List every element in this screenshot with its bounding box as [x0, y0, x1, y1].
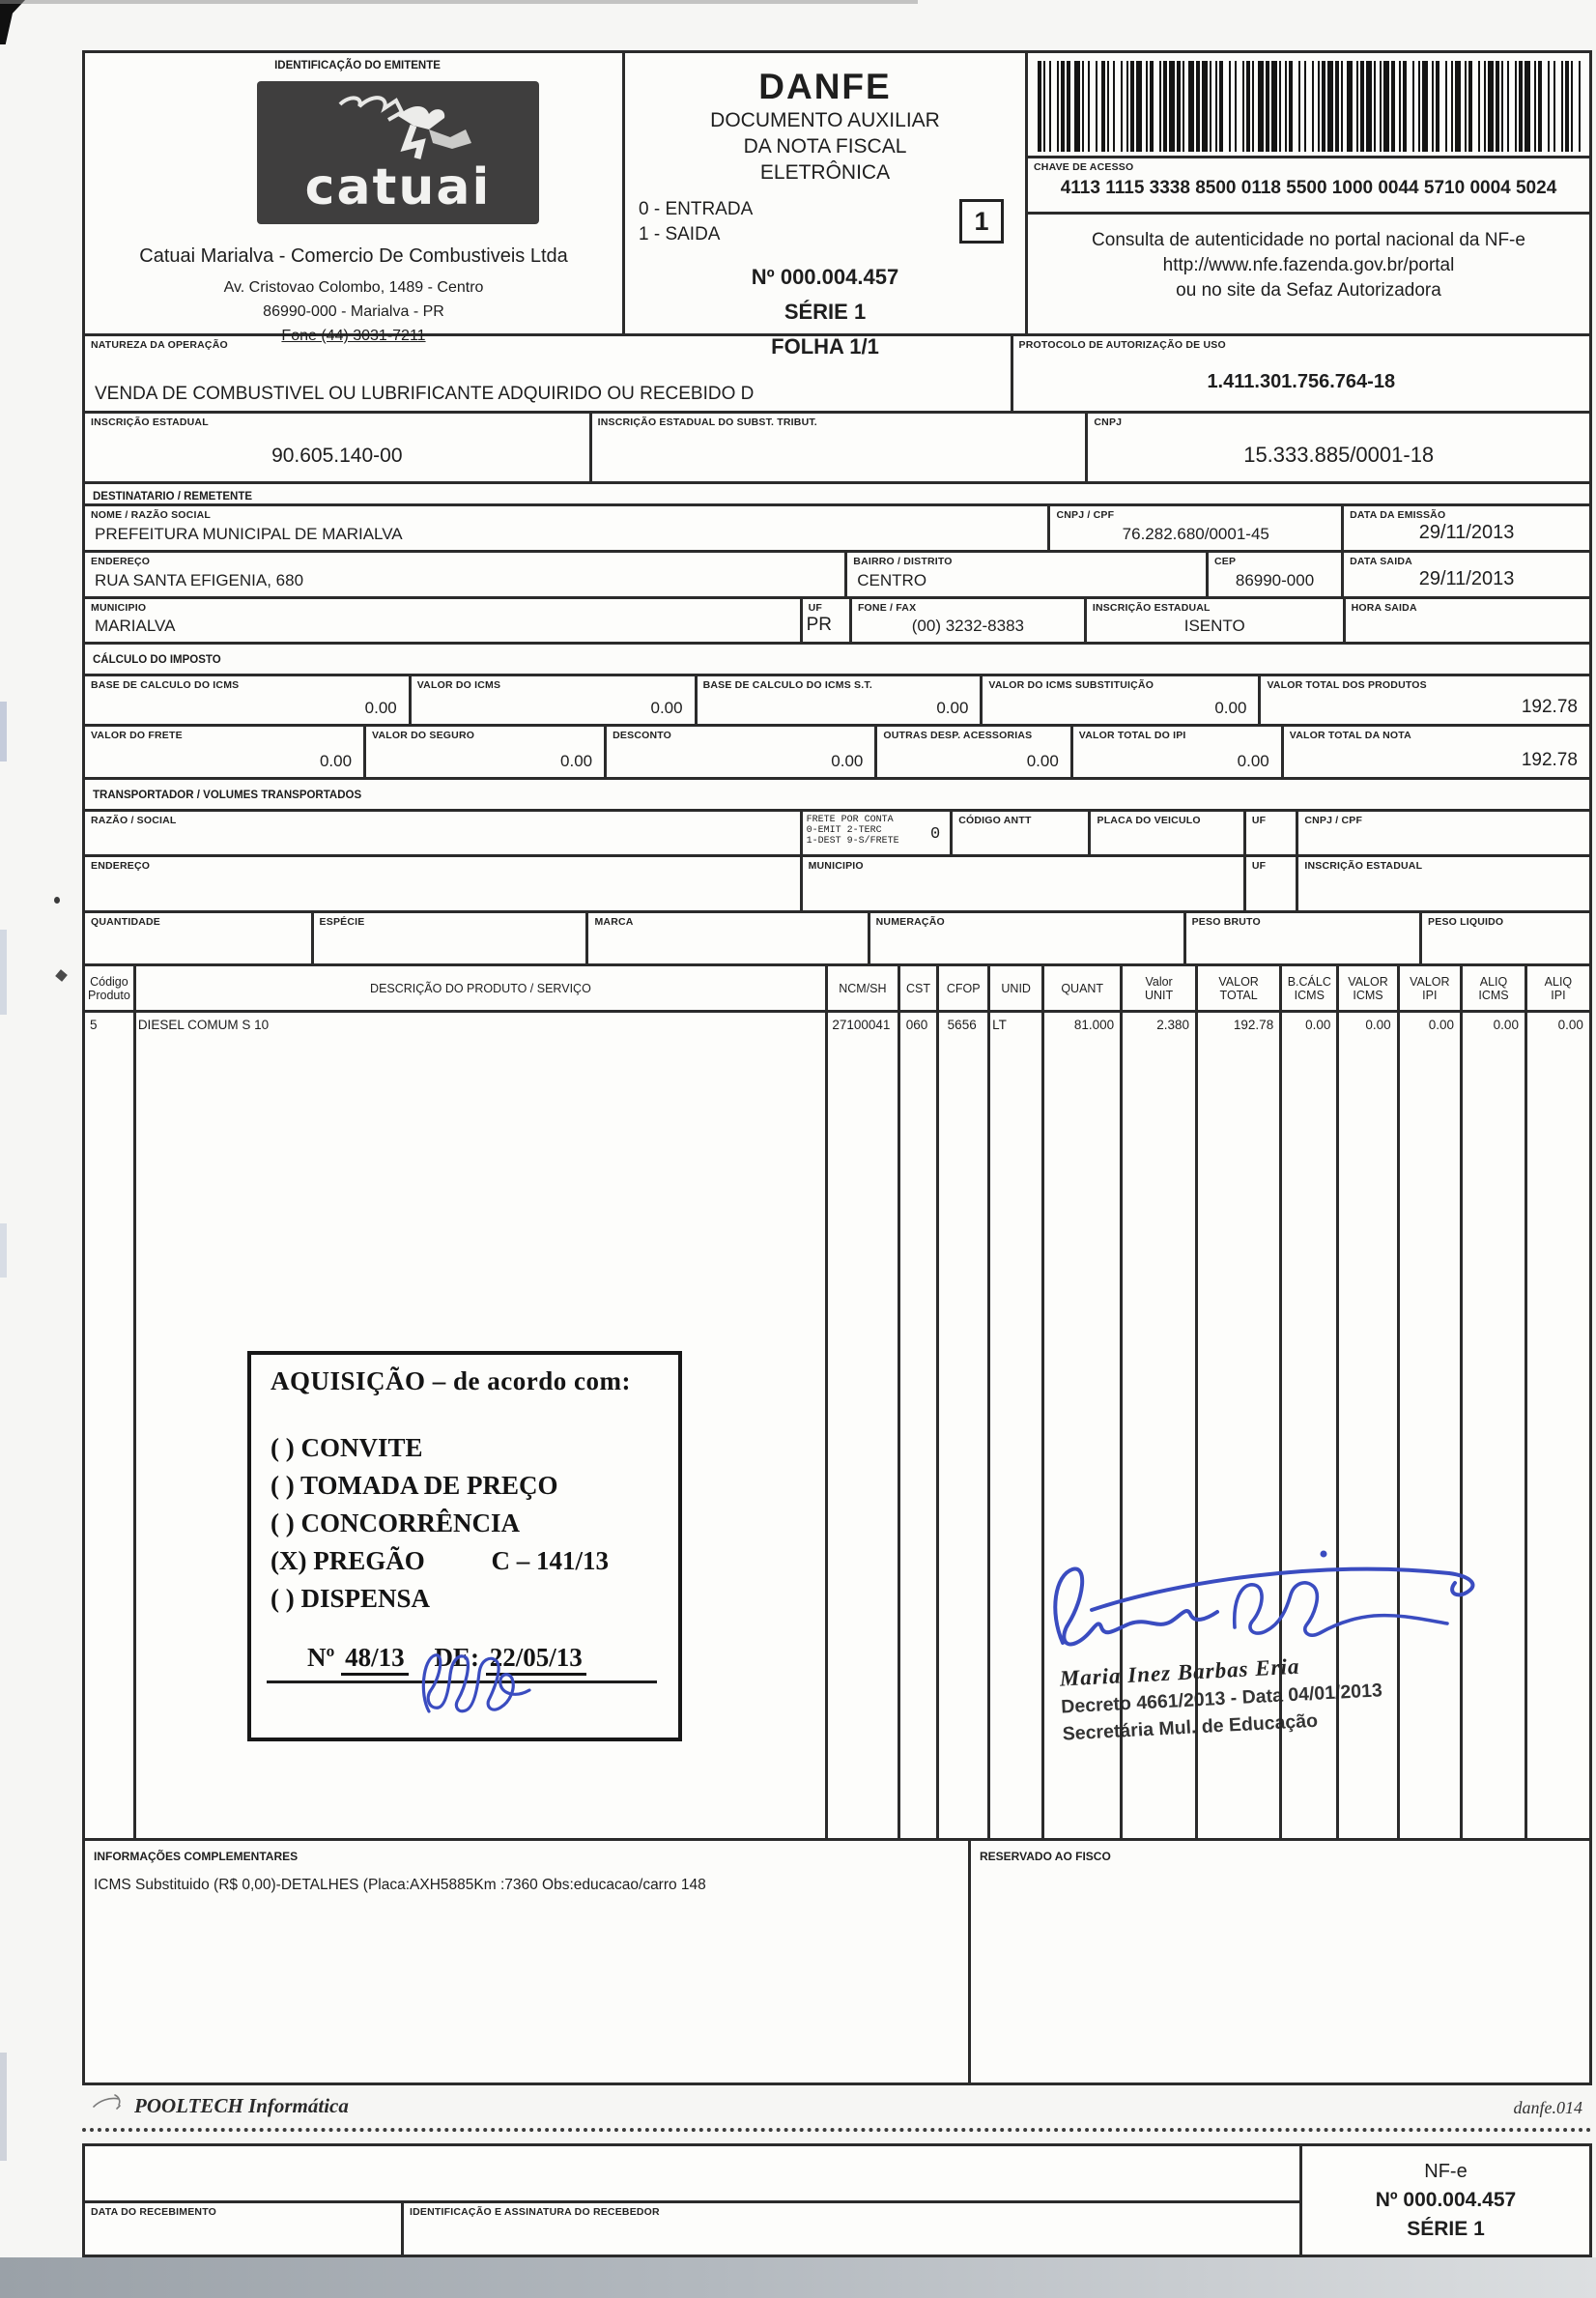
- endereco-value: RUA SANTA EFIGENIA, 680: [95, 571, 304, 589]
- natureza-cell: [85, 336, 1011, 411]
- barcode: [1038, 61, 1582, 152]
- stamp-pregao-ref: C – 141/13: [491, 1546, 609, 1575]
- col-valor-unit: [1120, 966, 1195, 1010]
- transp-ie-cell: [1296, 857, 1589, 910]
- data-recebimento-cell: [85, 2203, 404, 2255]
- destinatario-row-1: [85, 503, 1589, 550]
- col-aliq-icms-l1: ALIQ: [1479, 974, 1508, 989]
- uf-label: UF: [808, 602, 822, 614]
- col-bcalc-icms-l1: B.CÁLC: [1287, 974, 1331, 989]
- base-icms-label: BASE DE CALCULO DO ICMS: [91, 679, 240, 691]
- danfe-title: DANFE: [758, 67, 892, 106]
- natureza-row: [85, 333, 1589, 411]
- especie-cell: [311, 913, 586, 963]
- icms-subst-cell: [980, 676, 1258, 724]
- data-saida-value: 29/11/2013: [1418, 568, 1515, 589]
- cep-cell: [1206, 553, 1341, 596]
- data-saida-label: DATA SAIDA: [1350, 556, 1412, 567]
- column-line: [1525, 1013, 1527, 1838]
- valor-icms-cell: [409, 676, 695, 724]
- danfe-document: [82, 50, 1592, 2085]
- seguro-label: VALOR DO SEGURO: [372, 730, 475, 741]
- stamp-de-label: DE:: [434, 1643, 479, 1672]
- nome-cell: [85, 506, 1047, 550]
- produtos-header-row: [85, 963, 1589, 1010]
- fone-value: (00) 3232-8383: [911, 617, 1025, 635]
- base-icms-value: 0.00: [364, 699, 397, 717]
- scan-streak: [0, 930, 7, 1015]
- especie-label: ESPÉCIE: [319, 916, 365, 928]
- cep-value: 86990-000: [1235, 571, 1315, 589]
- razao-cell: [85, 812, 800, 854]
- signer-name: Maria Inez Barbas Eria: [1059, 1653, 1301, 1691]
- transp-cnpj-cell: [1296, 812, 1589, 854]
- col-valor-total-l1: VALOR: [1218, 974, 1259, 989]
- nfe-number: Nº 000.004.457: [751, 265, 899, 289]
- stamp-signature-scribble: [415, 1626, 541, 1728]
- protocolo-cell: [1011, 336, 1589, 411]
- col-bcalc-icms: [1279, 966, 1336, 1010]
- bairro-value: CENTRO: [857, 571, 927, 589]
- ie-cell: [85, 414, 589, 481]
- scan-streak: [0, 2053, 7, 2161]
- logo-wordmark: catuai: [304, 158, 492, 216]
- dados-adicionais-section: [85, 1838, 1589, 2083]
- antt-cell: [950, 812, 1088, 854]
- col-cst-l1: CST: [906, 981, 930, 995]
- consulta-cell: [1028, 212, 1589, 333]
- outras-desp-cell: [874, 727, 1069, 777]
- nfe-serie: SÉRIE 1: [784, 300, 867, 324]
- col-valor-ipi: [1397, 966, 1460, 1010]
- stamp-option-tomada: ( ) TOMADA DE PREÇO: [271, 1471, 558, 1500]
- quantidade-label: QUANTIDADE: [91, 916, 160, 928]
- inscricao-row: [85, 411, 1589, 484]
- signer-title: Secretária Mul. de Educação: [1062, 1709, 1319, 1745]
- saida-label: 1 - SAIDA: [639, 224, 721, 244]
- hora-saida-cell: [1343, 599, 1589, 642]
- col-aliq-ipi: [1525, 966, 1589, 1010]
- col-valor-icms: [1336, 966, 1396, 1010]
- protocolo-value: 1.411.301.756.764-18: [1207, 371, 1396, 392]
- produto-bcalc-icms: 0.00: [1305, 1018, 1331, 1032]
- nome-value: PREFEITURA MUNICIPAL DE MARIALVA: [95, 525, 403, 543]
- canhoto-nfe-numero: Nº 000.004.457: [1375, 2188, 1517, 2211]
- col-valor-unit-l1: Valor: [1145, 974, 1173, 989]
- imposto-row-2: [85, 724, 1589, 780]
- transp-endereco-label: ENDEREÇO: [91, 860, 151, 872]
- emitente-name: Catuai Marialva - Comercio De Combustiveis Ltda: [139, 245, 568, 267]
- seguro-cell: [363, 727, 604, 777]
- emissao-cell: [1341, 506, 1589, 550]
- total-ipi-label: VALOR TOTAL DO IPI: [1078, 730, 1186, 741]
- municipio-value: MARIALVA: [95, 617, 176, 635]
- ie-subst-cell: [589, 414, 1086, 481]
- cut-line: [82, 2128, 1592, 2132]
- stamp-option-concorrencia: ( ) CONCORRÊNCIA: [271, 1508, 520, 1537]
- column-line: [936, 1013, 939, 1838]
- scan-speck: [54, 897, 60, 904]
- canhoto-bottom-row: [85, 2200, 1299, 2255]
- total-nota-label: VALOR TOTAL DA NOTA: [1289, 730, 1411, 741]
- scan-top-shadow: [0, 0, 918, 4]
- column-line: [825, 1013, 828, 1838]
- produto-codigo: 5: [90, 1018, 98, 1032]
- info-complementares-cell: [85, 1841, 971, 2083]
- chave-acesso-label: CHAVE DE ACESSO: [1034, 161, 1134, 173]
- danfe-subtitle-3: ELETRÔNICA: [759, 161, 891, 184]
- chave-acesso-value: 4113 1115 3338 8500 0118 5500 1000 0044 5710 0004 5024: [1060, 178, 1557, 198]
- col-codigo-l1: Código: [90, 974, 128, 989]
- data-saida-cell: [1341, 553, 1589, 596]
- col-ncm: [825, 966, 898, 1010]
- col-valor-total: [1195, 966, 1279, 1010]
- nome-label: NOME / RAZÃO SOCIAL: [91, 509, 211, 521]
- col-aliq-icms: [1460, 966, 1525, 1010]
- destinatario-section-label: DESTINATARIO / REMETENTE: [93, 491, 253, 503]
- column-line: [898, 1013, 900, 1838]
- transportador-section-label: TRANSPORTADOR / VOLUMES TRANSPORTADOS: [93, 790, 362, 801]
- nfe-folha: FOLHA 1/1: [771, 334, 879, 359]
- total-ipi-value: 0.00: [1237, 752, 1269, 770]
- reservado-fisco-label: RESERVADO AO FISCO: [980, 1850, 1111, 1863]
- produto-row: [85, 1013, 1589, 1040]
- outras-desp-label: OUTRAS DESP. ACESSORIAS: [883, 730, 1033, 741]
- peso-liquido-cell: [1419, 913, 1589, 963]
- frete-value: 0.00: [319, 752, 353, 770]
- col-cfop-l1: CFOP: [946, 981, 981, 995]
- transportador-row-2: [85, 854, 1589, 910]
- stamp-option-convite: ( ) CONVITE: [271, 1433, 423, 1462]
- outras-desp-value: 0.00: [1026, 752, 1059, 770]
- quantidade-cell: [85, 913, 311, 963]
- uf-value: PR: [806, 615, 832, 635]
- protocolo-label: PROTOCOLO DE AUTORIZAÇÃO DE USO: [1018, 339, 1226, 351]
- catuai-logo: [257, 81, 539, 224]
- fone-cell: [849, 599, 1084, 642]
- col-valor-unit-l2: UNIT: [1145, 988, 1174, 1002]
- produtos-body: [85, 1010, 1589, 1838]
- imposto-section-label: CÁLCULO DO IMPOSTO: [93, 654, 221, 666]
- dest-cnpj-value: 76.282.680/0001-45: [1122, 525, 1269, 543]
- tipo-operacao-box: 1: [959, 199, 1004, 244]
- transp-municipio-label: MUNICIPIO: [808, 860, 864, 872]
- transp-municipio-cell: [800, 857, 1243, 910]
- transp-cnpj-label: CNPJ / CPF: [1304, 815, 1363, 826]
- entrada-saida-block: [639, 197, 1025, 251]
- transportador-row-3: [85, 910, 1589, 963]
- danfe-subtitle-1: DOCUMENTO AUXILIAR: [710, 109, 940, 131]
- stamp-data-value: 22/05/13: [486, 1643, 586, 1676]
- canhoto-nfe-cell: [1299, 2146, 1589, 2255]
- destinatario-row-2: [85, 550, 1589, 596]
- frete-cell: [85, 727, 363, 777]
- transp-uf-cell: [1243, 812, 1296, 854]
- stamp-option-pregao: [271, 1542, 678, 1580]
- cnpj-label: CNPJ: [1094, 417, 1123, 428]
- produto-ncm: 27100041: [832, 1018, 891, 1032]
- col-aliq-icms-l2: ICMS: [1478, 988, 1509, 1002]
- destinatario-row-3: [85, 596, 1589, 645]
- col-cfop: [936, 966, 987, 1010]
- frete-conta-line1: 0-EMIT 2-TERC: [806, 825, 882, 836]
- danfe-cell: [622, 53, 1028, 359]
- col-quant: [1041, 966, 1120, 1010]
- col-descricao-l1: DESCRIÇÃO DO PRODUTO / SERVIÇO: [370, 981, 591, 995]
- col-valor-icms-l1: VALOR: [1348, 974, 1388, 989]
- logo-figure-icon: [321, 87, 475, 162]
- emissao-label: DATA DA EMISSÃO: [1350, 509, 1446, 521]
- stamp-numero-label: Nº: [307, 1643, 335, 1672]
- software-brand-text: POOLTECH Informática: [134, 2094, 349, 2117]
- access-cell: [1028, 53, 1589, 333]
- total-produtos-value: 192.78: [1521, 697, 1578, 717]
- total-nota-cell: [1281, 727, 1589, 777]
- reservado-fisco-cell: [971, 1841, 1589, 2083]
- municipio-cell: [85, 599, 800, 642]
- software-brand: [92, 2093, 349, 2118]
- col-quant-l1: QUANT: [1061, 981, 1104, 995]
- entrada-label: 0 - ENTRADA: [639, 199, 754, 219]
- municipio-label: MUNICIPIO: [91, 602, 147, 614]
- ie-label: INSCRIÇÃO ESTADUAL: [91, 417, 209, 428]
- placa-label: PLACA DO VEICULO: [1097, 815, 1201, 826]
- base-icms-st-value: 0.00: [936, 699, 969, 717]
- col-aliq-ipi-l1: ALIQ: [1544, 974, 1573, 989]
- info-complementares-text: ICMS Substituido (R$ 0,00)-DETALHES (Placa:AXH5885Km :7360 Obs:educacao/carro 148: [94, 1877, 706, 1893]
- frete-conta-cell: [800, 812, 951, 854]
- col-unid: [987, 966, 1041, 1010]
- transp-endereco-cell: [85, 857, 800, 910]
- dest-ie-value: ISENTO: [1183, 617, 1245, 635]
- info-complementares-label: INFORMAÇÕES COMPLEMENTARES: [94, 1850, 299, 1863]
- uf-cell: [800, 599, 849, 642]
- consulta-url: http://www.nfe.fazenda.gov.br/portal: [1162, 255, 1455, 275]
- produto-cfop: 5656: [947, 1018, 977, 1032]
- pooltech-logo-icon: [92, 2093, 125, 2118]
- canhoto-nfe-label: NF-e: [1424, 2160, 1468, 2182]
- produto-cst: 060: [905, 1018, 928, 1032]
- column-line: [987, 1013, 990, 1838]
- footer-line: [92, 2093, 1582, 2118]
- dest-ie-label: INSCRIÇÃO ESTADUAL: [1092, 602, 1211, 614]
- valor-icms-value: 0.00: [650, 699, 683, 717]
- col-codigo-l2: Produto: [88, 988, 130, 1002]
- produto-aliq-icms: 0.00: [1493, 1018, 1519, 1032]
- assinatura-recebedor-cell: [404, 2203, 1299, 2255]
- bairro-cell: [844, 553, 1206, 596]
- produto-quant: 81.000: [1073, 1018, 1115, 1032]
- endereco-cell: [85, 553, 844, 596]
- ie-value: 90.605.140-00: [271, 445, 403, 467]
- bairro-label: BAIRRO / DISTRITO: [853, 556, 953, 567]
- scan-speck: [55, 969, 68, 982]
- marca-label: MARCA: [594, 916, 634, 928]
- peso-bruto-label: PESO BRUTO: [1191, 916, 1261, 928]
- razao-label: RAZÃO / SOCIAL: [91, 815, 177, 826]
- produto-unid: LT: [992, 1018, 1007, 1032]
- canhoto-recibo: [82, 2143, 1592, 2257]
- produto-valor-unit: 2.380: [1156, 1018, 1190, 1032]
- dest-ie-cell: [1084, 599, 1343, 642]
- desconto-cell: [604, 727, 874, 777]
- scan-bottom-edge: [0, 2257, 1596, 2298]
- emitente-section-label: IDENTIFICAÇÃO DO EMITENTE: [274, 60, 441, 72]
- canhoto-nfe-serie: SÉRIE 1: [1407, 2217, 1485, 2240]
- col-bcalc-icms-l2: ICMS: [1294, 988, 1325, 1002]
- produto-descricao: DIESEL COMUM S 10: [137, 1018, 270, 1032]
- signature-cluster: [1034, 1535, 1517, 1745]
- cep-label: CEP: [1213, 556, 1237, 567]
- col-unid-l1: UNID: [1001, 981, 1031, 995]
- endereco-label: ENDEREÇO: [91, 556, 151, 567]
- total-produtos-label: VALOR TOTAL DOS PRODUTOS: [1267, 679, 1427, 691]
- aquisicao-stamp-box: [247, 1351, 682, 1741]
- antt-label: CÓDIGO ANTT: [958, 815, 1032, 826]
- transp-uf-label: UF: [1251, 815, 1267, 826]
- frete-conta-value: 0: [930, 825, 941, 844]
- transp-uf2-cell: [1243, 857, 1296, 910]
- transp-uf2-label: UF: [1251, 860, 1267, 872]
- emitente-phone: Fone (44) 3031-7211: [281, 328, 426, 344]
- natureza-value: VENDA DE COMBUSTIVEL OU LUBRIFICANTE ADQUIRIDO OU RECEBIDO D: [95, 384, 755, 404]
- dest-cnpj-cell: [1047, 506, 1341, 550]
- col-valor-total-l2: TOTAL: [1219, 988, 1258, 1002]
- signer-decree: Decreto 4661/2013 - Data 04/01/2013: [1060, 1680, 1383, 1718]
- frete-conta-label: FRETE POR CONTA: [806, 815, 894, 825]
- scan-corner-mark: [0, 0, 25, 44]
- col-codigo: [85, 966, 133, 1010]
- col-cst: [898, 966, 936, 1010]
- dest-cnpj-label: CNPJ / CPF: [1056, 509, 1115, 521]
- scan-streak: [0, 702, 7, 761]
- stamp-options: [271, 1429, 678, 1618]
- col-valor-ipi-l1: VALOR: [1410, 974, 1450, 989]
- total-ipi-cell: [1070, 727, 1281, 777]
- total-produtos-cell: [1258, 676, 1589, 724]
- peso-liquido-label: PESO LIQUIDO: [1428, 916, 1504, 928]
- emitente-address-line1: Av. Cristovao Colombo, 1489 - Centro: [223, 279, 484, 296]
- produto-valor-total: 192.78: [1233, 1018, 1274, 1032]
- base-icms-st-cell: [695, 676, 981, 724]
- assinatura-recebedor-label: IDENTIFICAÇÃO E ASSINATURA DO RECEBEDOR: [410, 2206, 660, 2218]
- data-recebimento-label: DATA DO RECEBIMENTO: [91, 2206, 216, 2218]
- col-valor-icms-l2: ICMS: [1353, 988, 1383, 1002]
- numeracao-label: NUMERAÇÃO: [875, 916, 945, 928]
- placa-cell: [1088, 812, 1242, 854]
- hora-saida-label: HORA SAIDA: [1351, 602, 1417, 614]
- numeracao-cell: [868, 913, 1183, 963]
- fone-label: FONE / FAX: [857, 602, 917, 614]
- transp-ie-label: INSCRIÇÃO ESTADUAL: [1304, 860, 1423, 872]
- produto-aliq-ipi: 0.00: [1557, 1018, 1583, 1032]
- stamp-numero-value: 48/13: [341, 1643, 409, 1676]
- danfe-subtitle-2: DA NOTA FISCAL: [743, 135, 907, 158]
- consulta-line3: ou no site da Sefaz Autorizadora: [1176, 280, 1441, 301]
- peso-bruto-cell: [1183, 913, 1419, 963]
- consulta-line1: Consulta de autenticidade no portal nacional da NF-e: [1092, 230, 1525, 250]
- produto-valor-icms: 0.00: [1365, 1018, 1391, 1032]
- produto-valor-ipi: 0.00: [1428, 1018, 1455, 1032]
- chave-acesso-cell: [1028, 156, 1589, 212]
- column-line: [133, 1013, 136, 1838]
- emitente-cell: [85, 53, 622, 344]
- desconto-label: DESCONTO: [613, 730, 672, 741]
- base-icms-cell: [85, 676, 409, 724]
- base-icms-st-label: BASE DE CALCULO DO ICMS S.T.: [702, 679, 872, 691]
- layout-ref: danfe.014: [1513, 2098, 1582, 2117]
- icms-subst-value: 0.00: [1214, 699, 1247, 717]
- icms-subst-label: VALOR DO ICMS SUBSTITUIÇÃO: [988, 679, 1154, 691]
- valor-icms-label: VALOR DO ICMS: [416, 679, 501, 691]
- desconto-value: 0.00: [831, 752, 864, 770]
- cnpj-cell: [1085, 414, 1589, 481]
- cnpj-value: 15.333.885/0001-18: [1243, 443, 1435, 467]
- emitente-address-line2: 86990-000 - Marialva - PR: [263, 303, 444, 320]
- emissao-value: 29/11/2013: [1418, 522, 1515, 543]
- frete-label: VALOR DO FRETE: [91, 730, 183, 741]
- stamp-title: AQUISIÇÃO – de acordo com:: [271, 1366, 631, 1395]
- col-valor-ipi-l2: IPI: [1422, 988, 1438, 1002]
- marca-cell: [585, 913, 867, 963]
- total-nota-value: 192.78: [1521, 750, 1578, 770]
- natureza-label: NATUREZA DA OPERAÇÃO: [91, 339, 228, 351]
- col-descricao: [133, 966, 825, 1010]
- stamp-option-dispensa: ( ) DISPENSA: [271, 1584, 431, 1613]
- frete-conta-line2: 1-DEST 9-S/FRETE: [806, 836, 899, 847]
- scan-streak: [0, 1223, 7, 1278]
- transportador-row-1: [85, 809, 1589, 854]
- ie-subst-label: INSCRIÇÃO ESTADUAL DO SUBST. TRIBUT.: [597, 417, 817, 428]
- imposto-row-1: [85, 674, 1589, 724]
- seguro-value: 0.00: [560, 752, 593, 770]
- stamp-option-pregao-text: (X) PREGÃO: [271, 1546, 425, 1575]
- col-aliq-ipi-l2: IPI: [1551, 988, 1566, 1002]
- col-ncm-l1: NCM/SH: [839, 981, 887, 995]
